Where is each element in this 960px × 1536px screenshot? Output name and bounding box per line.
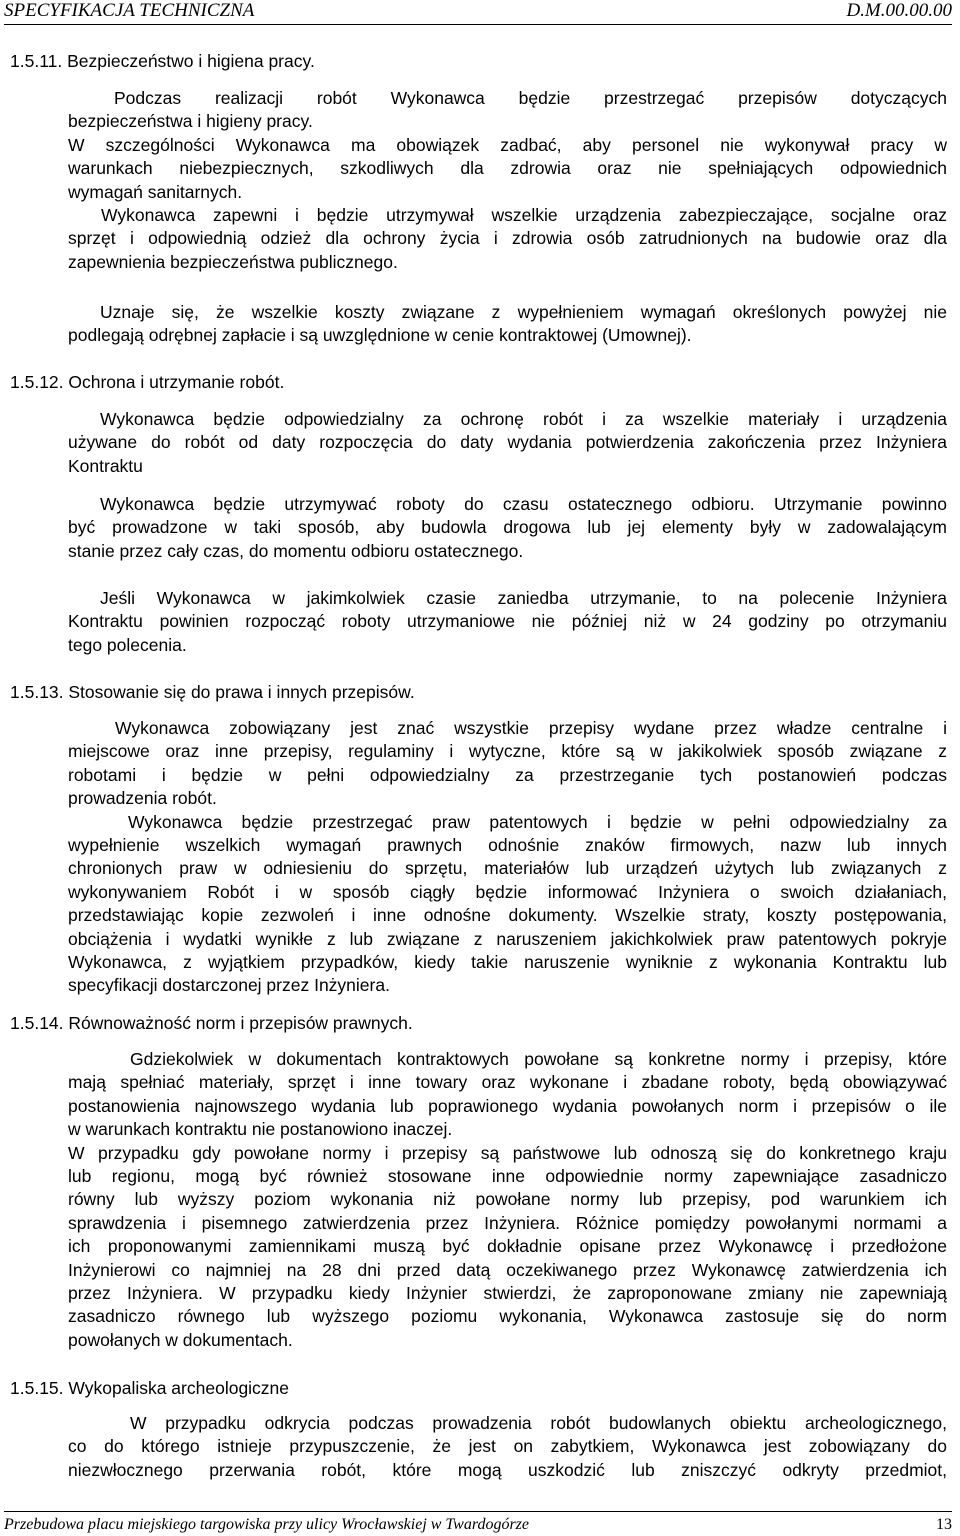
footer-title: Przebudowa placu miejskiego targowiska przy ulicy Wrocławskiej w Twardogórze [4, 1516, 529, 1533]
section-heading-1-5-14: 1.5.14. Równoważność norm i przepisów prawnych. [10, 1013, 413, 1033]
page-number: 13 [936, 1516, 952, 1533]
section-heading-1-5-11: 1.5.11. Bezpieczeństwo i higiena pracy. [10, 51, 315, 71]
header-code: D.M.00.00.00 [846, 0, 952, 21]
paragraph: Wykonawca będzie utrzymywać roboty do czasu ostatecznego odbioru. Utrzymanie powinno być prowadzone w taki sposób, aby budowla drogowa lub jej elementy były w zadowalającym stanie przez cały czas, do momentu odbioru ostatecznego. [68, 494, 947, 561]
page-header [4, 0, 952, 25]
paragraph: Wykonawca będzie odpowiedzialny za ochronę robót i za wszelkie materiały i urządzenia używane do robót od daty rozpoczęcia do daty wydania potwierdzenia zakończenia przez Inżyniera Kontraktu [68, 409, 947, 476]
paragraph: Uznaje się, że wszelkie koszty związane z wypełnieniem wymagań określonych powyżej nie podlegają odrębnej zapłacie i są uwzględnione w cenie kontraktowej (Umownej). [68, 302, 947, 346]
section-heading-1-5-12: 1.5.12. Ochrona i utrzymanie robót. [10, 372, 285, 392]
paragraph: Jeśli Wykonawca w jakimkolwiek czasie zaniedba utrzymanie, to na polecenie Inżyniera Kontraktu powinien rozpocząć roboty utrzymaniowe nie później niż w 24 godziny po otrzymaniu tego polecenia. [68, 588, 947, 655]
section-heading-1-5-15: 1.5.15. Wykopaliska archeologiczne [10, 1378, 290, 1398]
section-heading-1-5-13: 1.5.13. Stosowanie się do prawa i innych przepisów. [10, 682, 415, 702]
paragraph: Podczas realizacji robót Wykonawca będzie przestrzegać przepisów dotyczących bezpieczeństwa i higieny pracy. W szczególności Wykonawca ma obowiązek zadbać, aby personel nie wykonywał pracy w warunkach niebezpiecznych, szkodliwych dla zdrowia oraz nie spełniających odpowiednich wymagań sanitarnych. Wykonawca zapewni i będzie utrzymywał wszelkie urządzenia zabezpieczające, socjalne oraz sprzęt i odpowiednią odzież dla ochrony życia i zdrowia osób zatrudnionych na budowie oraz dla zapewnienia bezpieczeństwa publicznego. [68, 88, 947, 272]
paragraph: Gdziekolwiek w dokumentach kontraktowych powołane są konkretne normy i przepisy, które mają spełniać materiały, sprzęt i inne towary oraz wykonane i zbadane roboty, będą obowiązywać postanowienia najnowszego wydania lub poprawionego wydania powołanych norm i przepisów o ile w warunkach kontraktu nie postanowiono inaczej. W przypadku gdy powołane normy i przepisy są państwowe lub odnoszą się do konkretnego kraju lub regionu, mogą być również stosowane inne odpowiednie normy zapewniające zasadniczo równy lub wyższy poziom wykonania niż powołane normy lub przepisy, pod warunkiem ich sprawdzenia i pisemnego zatwierdzenia przez Inżyniera. Różnice pomiędzy powołanymi normami a ich proponowanymi zamiennikami muszą być dokładnie opisane przez Wykonawcę i przedłożone Inżynierowi co najmniej na 28 dni przed datą oczekiwanego przez Wykonawcę zatwierdzenia ich przez Inżyniera. W przypadku kiedy Inżynier stwierdzi, że zaproponowane zmiany nie zapewniają zasadniczo równego lub wyższego poziomu wykonania, Wykonawca zastosuje się do norm powołanych w dokumentach. [68, 1049, 947, 1350]
paragraph: W przypadku odkrycia podczas prowadzenia robót budowlanych obiektu archeologicznego, co do którego istnieje przypuszczenie, że jest on zabytkiem, Wykonawca jest zobowiązany do niezwłocznego przerwania robót, które mogą uszkodzić lub zniszczyć odkryty przedmiot, [68, 1413, 947, 1480]
header-title: SPECYFIKACJA TECHNICZNA [4, 0, 255, 21]
page-footer [4, 1511, 952, 1534]
paragraph: Wykonawca zobowiązany jest znać wszystkie przepisy wydane przez władze centralne i miejscowe oraz inne przepisy, regulaminy i wytyczne, które są w jakikolwiek sposób związane z robotami i będzie w pełni odpowiedzialny za przestrzeganie tych postanowień podczas prowadzenia robót. Wykonawca będzie przestrzegać praw patentowych i będzie w pełni odpowiedzialny za wypełnienie wszelkich wymagań prawnych odnośnie znaków firmowych, nazw lub innych chronionych praw w odniesieniu do sprzętu, materiałów lub urządzeń użytych lub związanych z wykonywaniem Robót i w sposób ciągły będzie informować Inżyniera o swoich działaniach, przedstawiając kopie zezwoleń i inne odnośne dokumenty. Wszelkie straty, koszty postępowania, obciążenia i wydatki wynikłe z lub związane z naruszeniem jakichkolwiek praw patentowych pokryje Wykonawca, z wyjątkiem przypadków, kiedy takie naruszenie wyniknie z wykonania Kontraktu lub specyfikacji dostarczonej przez Inżyniera. [68, 718, 947, 996]
